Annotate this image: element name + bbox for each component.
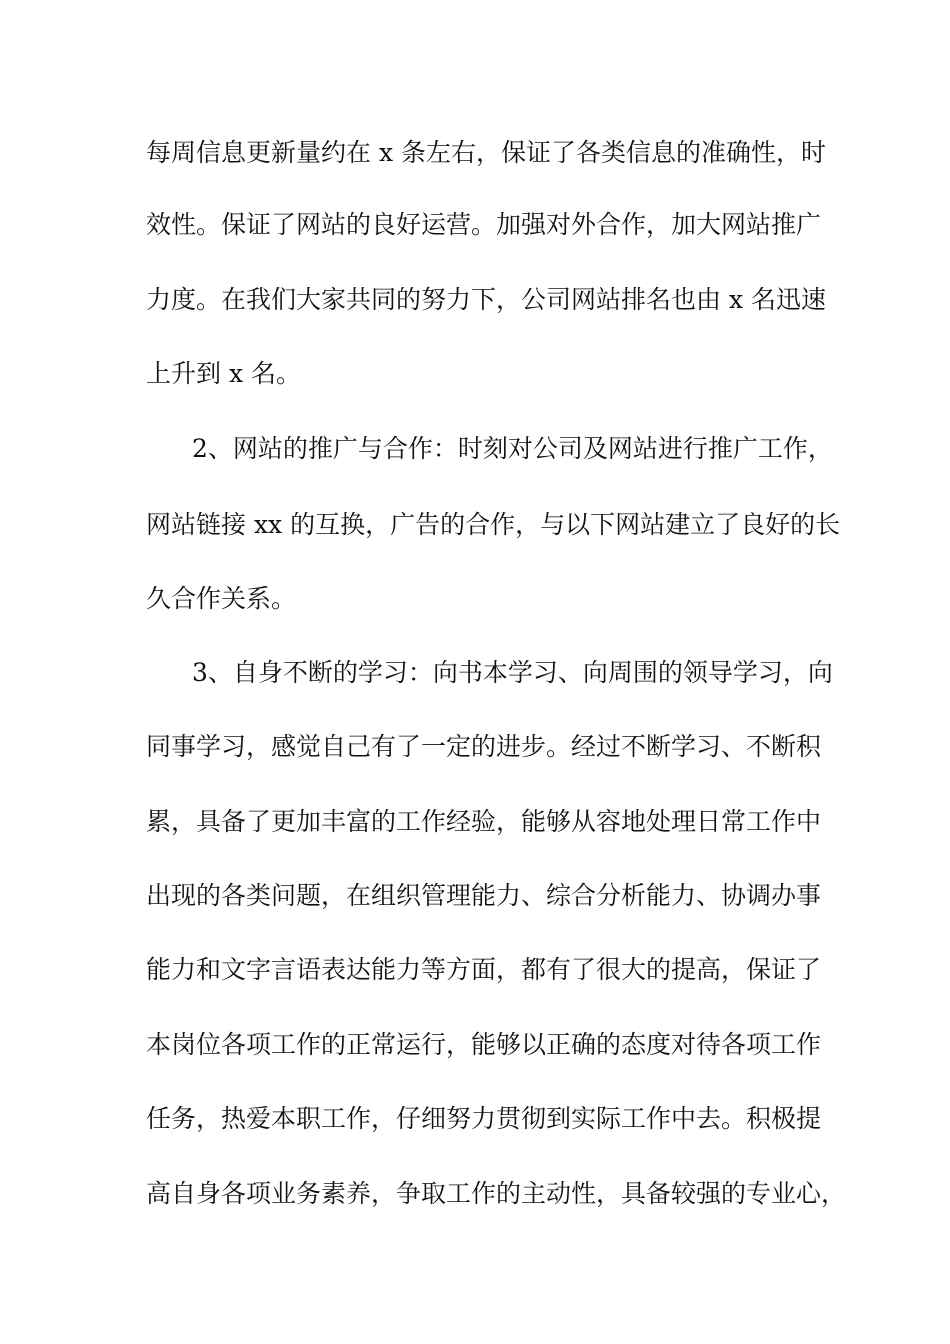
text-line-10: 累，具备了更加丰富的工作经验，能够从容地处理日常工作中: [146, 807, 822, 836]
text-line-2: 效性。保证了网站的良好运营。加强对外合作，加大网站推广: [146, 210, 822, 239]
paragraph-3-line-1: 3、自身不断的学习：向书本学习、向周围的领导学习，向: [192, 658, 833, 687]
text-line-11: 出现的各类问题，在组织管理能力、综合分析能力、协调办事: [146, 881, 822, 910]
text-line-12: 能力和文字言语表达能力等方面，都有了很大的提高，保证了: [146, 955, 822, 984]
text-line-7: 久合作关系。: [146, 584, 297, 613]
text-line-15: 高自身各项业务素养，争取工作的主动性，具备较强的专业心，: [146, 1179, 847, 1208]
text-line-4: 上升到 x 名。: [146, 359, 301, 388]
text-line-9: 同事学习，感觉自己有了一定的进步。经过不断学习、不断积: [146, 732, 822, 761]
text-line-13: 本岗位各项工作的正常运行，能够以正确的态度对待各项工作: [146, 1030, 822, 1059]
paragraph-2-line-1: 2、网站的推广与合作：时刻对公司及网站进行推广工作，: [192, 434, 833, 463]
text-line-14: 任务，热爱本职工作，仔细努力贯彻到实际工作中去。积极提: [146, 1104, 822, 1133]
text-line-6: 网站链接 xx 的互换，广告的合作，与以下网站建立了良好的长: [146, 510, 841, 539]
text-line-1: 每周信息更新量约在 x 条左右，保证了各类信息的准确性，时: [146, 138, 826, 167]
text-line-3: 力度。在我们大家共同的努力下，公司网站排名也由 x 名迅速: [146, 285, 826, 314]
